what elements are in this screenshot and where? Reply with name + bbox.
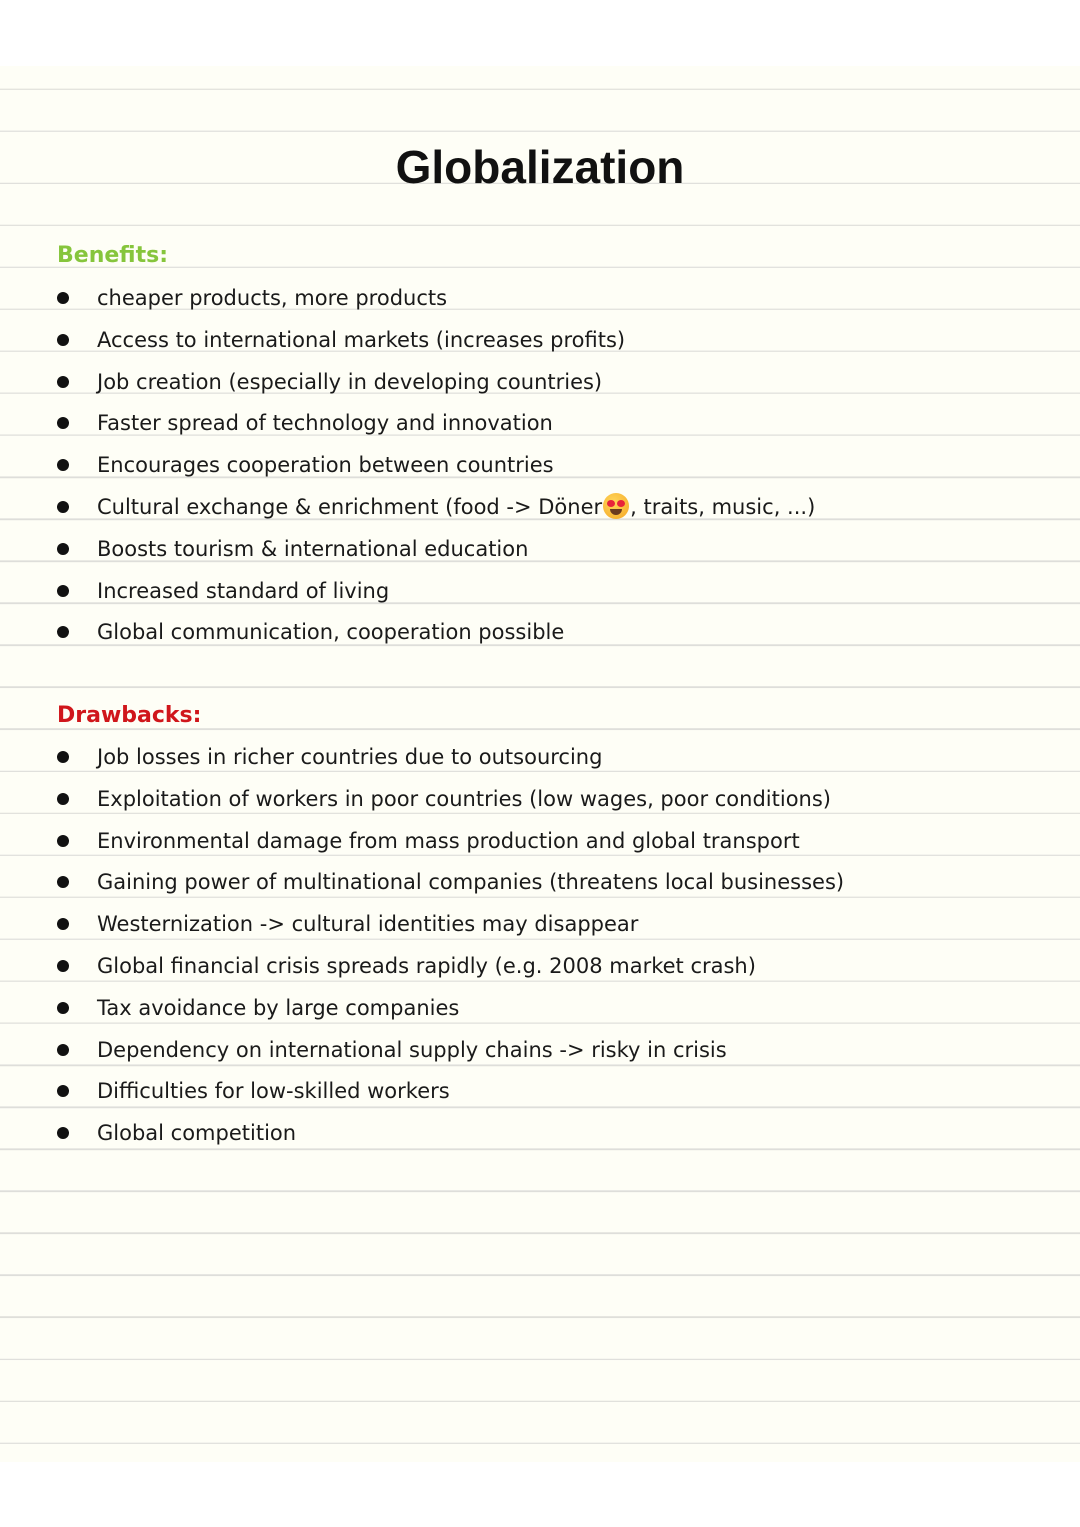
list-item-text: Boosts tourism & international education xyxy=(97,536,529,561)
list-item-text: Global financial crisis spreads rapidly (e.g. 2008 market crash) xyxy=(97,953,756,978)
list-item-text: cheaper products, more products xyxy=(97,286,448,310)
list-item-text: Encourages cooperation between countries xyxy=(97,453,554,478)
bullet-icon xyxy=(57,918,69,930)
note-page xyxy=(0,66,1080,1462)
list-item xyxy=(0,408,1080,450)
bullet-icon xyxy=(57,1127,69,1139)
drawbacks-list xyxy=(0,742,1080,1160)
bullet-icon xyxy=(57,501,69,513)
list-item xyxy=(0,1076,1080,1118)
list-item-text: Westernization -> cultural identities may disappear xyxy=(97,912,639,937)
list-item xyxy=(0,325,1080,367)
bullet-icon xyxy=(57,543,69,555)
list-item-text: Faster spread of technology and innovation xyxy=(97,411,553,436)
list-item-text: Global competition xyxy=(97,1121,297,1146)
list-item xyxy=(0,1035,1080,1077)
bullet-icon xyxy=(57,1002,69,1014)
bullet-icon xyxy=(57,1085,69,1097)
bullet-icon xyxy=(57,459,69,471)
list-item xyxy=(0,576,1080,618)
list-item-text-before: Cultural exchange & enrichment (food -> Döner xyxy=(97,494,603,519)
list-item xyxy=(0,826,1080,868)
bullet-icon xyxy=(57,793,69,805)
list-item-text xyxy=(97,492,815,522)
list-item xyxy=(0,367,1080,409)
bullet-icon xyxy=(57,585,69,597)
list-item-text-after: , traits, music, ...) xyxy=(630,494,816,519)
bullet-icon xyxy=(57,835,69,847)
bullet-icon xyxy=(57,292,69,304)
list-item xyxy=(0,1118,1080,1160)
list-item xyxy=(0,951,1080,993)
list-item-text: Increased standard of living xyxy=(97,578,390,603)
list-item-text: Gaining power of multinational companies (threatens local businesses) xyxy=(97,870,845,895)
bullet-icon xyxy=(57,960,69,972)
list-item-text: Difficulties for low-skilled workers xyxy=(97,1079,450,1104)
list-item-text: Tax avoidance by large companies xyxy=(97,995,460,1020)
drawbacks-heading: Drawbacks: xyxy=(57,703,202,728)
benefits-heading: Benefits: xyxy=(57,243,168,268)
list-item xyxy=(0,450,1080,492)
list-item xyxy=(0,993,1080,1035)
bullet-icon xyxy=(57,626,69,638)
list-item-text: Global communication, cooperation possible xyxy=(97,620,565,645)
bullet-icon xyxy=(57,751,69,763)
list-item xyxy=(0,283,1080,325)
bullet-icon xyxy=(57,376,69,388)
page-title: Globalization xyxy=(395,141,685,193)
bullet-icon xyxy=(57,334,69,346)
list-item-text: Job creation (especially in developing countries) xyxy=(97,369,603,394)
list-item-text: Exploitation of workers in poor countries (low wages, poor conditions) xyxy=(97,786,831,811)
list-item xyxy=(0,742,1080,784)
bullet-icon xyxy=(57,876,69,888)
benefits-list xyxy=(0,283,1080,659)
heart-eyes-emoji-icon xyxy=(603,493,629,519)
list-item-text: Access to international markets (increases profits) xyxy=(97,327,626,352)
list-item-text: Dependency on international supply chains -> risky in crisis xyxy=(97,1037,727,1062)
bullet-icon xyxy=(57,1044,69,1056)
list-item xyxy=(0,909,1080,951)
list-item xyxy=(0,617,1080,659)
list-item xyxy=(0,784,1080,826)
list-item-text: Environmental damage from mass production and global transport xyxy=(97,828,800,853)
list-item xyxy=(0,534,1080,576)
list-item xyxy=(0,867,1080,909)
list-item-text: Job losses in richer countries due to outsourcing xyxy=(97,745,603,769)
list-item xyxy=(0,492,1080,534)
bullet-icon xyxy=(57,417,69,429)
